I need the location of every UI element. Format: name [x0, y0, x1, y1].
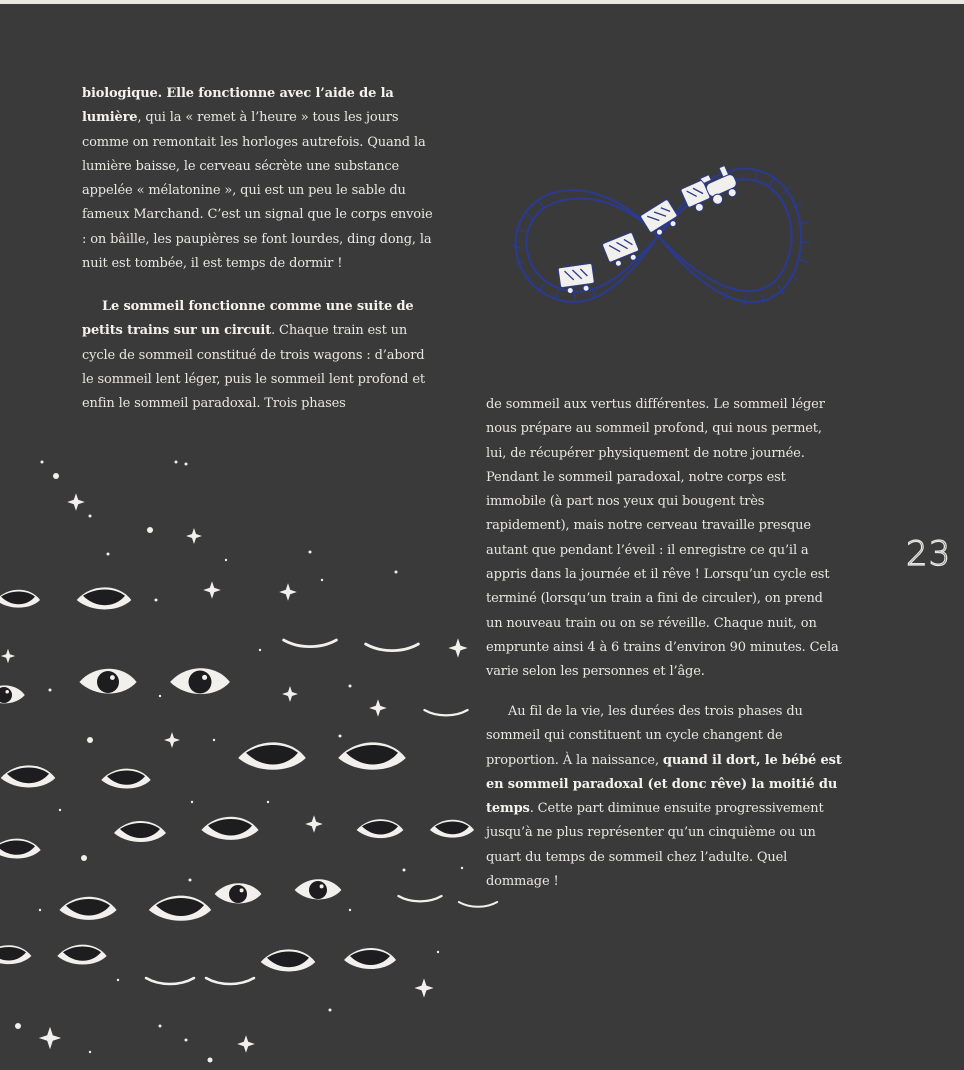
page-top-edge	[0, 0, 964, 4]
paragraph-sleep-phases: de sommeil aux vertus différentes. Le sommeil léger nous prépare au sommeil profond, qui nous permet, lui, de récupérer physiquement de notre journée. Pendant le sommeil paradoxal, notre corps est immobile (à part nos yeux qui bougent très rapidement), mais notre cerveau travaille presque autant que pendant l’éveil : il enregistre ce qu’il a appris dans la journée et il rêve ! Lorsqu’un cycle est terminé (lorsqu’un train a fini de circuler), on prend un nouveau train ou on se réveille. Chaque nuit, on emprunte ainsi 4 à 6 trains d’environ 90 minutes. Cela varie selon les personnes et l’âge.	[486, 397, 839, 680]
paragraph-text: Au fil de la vie, les durées des trois phases du sommeil qui constituent un cycle changent de proportion. À la naissance,	[486, 704, 803, 768]
bold-phrase: biologique. Elle fonctionne avec l’aide de la lumière	[82, 86, 394, 126]
eyes-and-stars-illustration	[0, 440, 500, 1070]
paragraph-text: . Cette part diminue ensuite progressivement jusqu’à ne plus représenter qu’un cinquième ou un quart du temps de sommeil chez l’adulte. Quel dommage !	[486, 801, 824, 890]
paragraph-biological-clock	[82, 82, 438, 276]
bold-phrase: quand il dort, le bébé est en sommeil paradoxal (et donc rêve) la moitié du temps	[486, 752, 842, 817]
page-number: 23	[906, 534, 952, 574]
paragraph-text: . Chaque train est un cycle de sommeil constitué de trois wagons : d’abord le sommeil lent léger, puis le sommeil lent profond et enfin le sommeil paradoxal. Trois phases	[82, 323, 425, 412]
infinity-train-illustration	[498, 150, 818, 320]
paragraph-life-proportions	[486, 700, 842, 894]
bold-phrase: Le sommeil fonctionne comme une suite de petits trains sur un circuit	[82, 299, 414, 339]
paragraph-text: , qui la « remet à l’heure » tous les jours comme on remontait les horloges autrefois. Quand la lumière baisse, le cerveau sécrète une substance appelée « mélatonine », qui est un peu le sable du fameux Marchand. C’est un signal que le corps envoie : on bâille, les paupières se font lourdes, ding dong, la nuit est tombée, il est temps de dormir !	[82, 110, 433, 272]
paragraph-sleep-trains	[82, 295, 438, 416]
